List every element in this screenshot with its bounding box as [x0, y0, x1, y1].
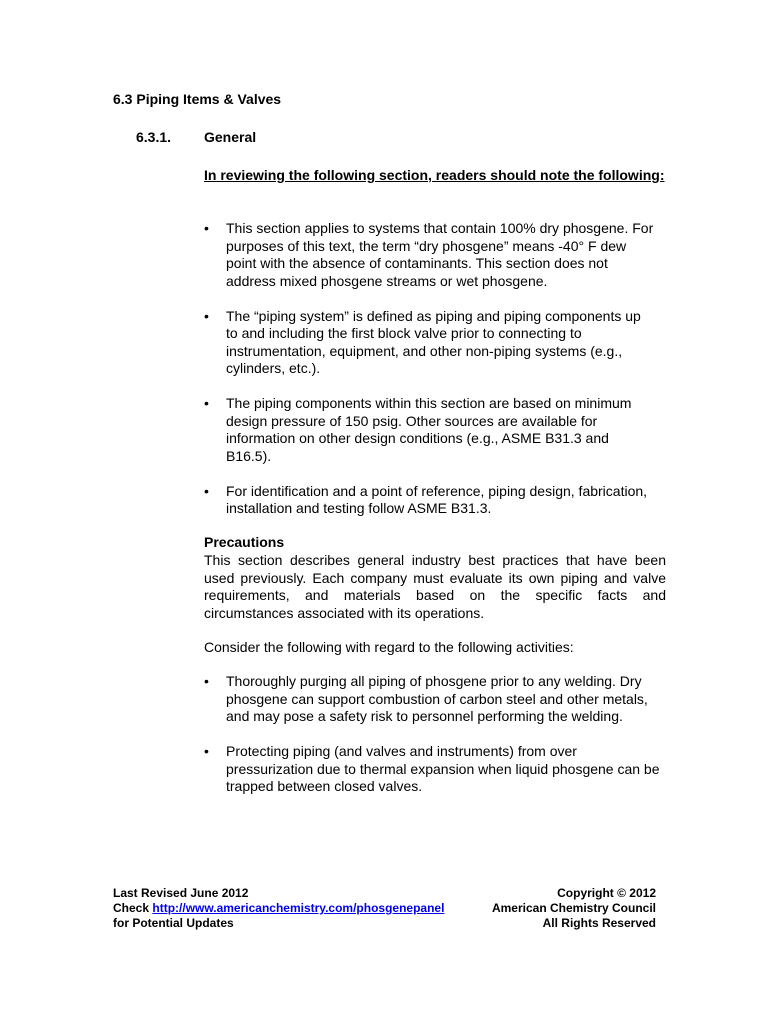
- precautions-paragraph: This section describes general industry best practices that have been used previously. Each company must evaluate its own piping and valve requirements, and materials based on the specific facts and circumstances associated with its operations.: [204, 552, 666, 621]
- footer-right: [460, 886, 656, 931]
- list-item: [204, 743, 666, 796]
- footer-check-line: [113, 901, 444, 916]
- list-item: [204, 395, 654, 465]
- bullet-icon: •: [204, 673, 209, 689]
- footer-organization: American Chemistry Council: [491, 901, 656, 915]
- list-item: [204, 220, 654, 290]
- list-item-text: For identification and a point of reference, piping design, fabrication, installation and testing follow ASME B31.3.: [226, 482, 648, 516]
- footer-rights: All Rights Reserved: [542, 916, 656, 930]
- list-item-text: Protecting piping (and valves and instruments) from over pressurization due to thermal expansion when liquid phosgene can be trapped between closed valves.: [226, 743, 660, 794]
- list-item-text: The “piping system” is defined as piping and piping components up to and including the first block valve prior to connecting to instrumentation, equipment, and other non-piping systems (e.g., cylinders, etc.).: [226, 307, 641, 376]
- subsection-number: 6.3.1.: [136, 129, 172, 145]
- list-item: [204, 673, 666, 726]
- list-item: [204, 308, 654, 378]
- bullet-icon: •: [204, 482, 209, 499]
- footer-updates: for Potential Updates: [113, 916, 234, 930]
- footer-copyright: Copyright © 2012: [557, 886, 656, 900]
- precautions-heading: Precautions: [204, 534, 285, 550]
- list-item-text: The piping components within this section are based on minimum design pressure of 150 psig. Other sources are available for information on other design conditions (e.g., ASME B31.3 and B16.5).: [226, 395, 632, 464]
- footer-left: [113, 886, 444, 931]
- consider-paragraph: Consider the following with regard to the following activities:: [204, 639, 574, 655]
- bullet-icon: •: [204, 220, 209, 236]
- bullet-icon: •: [204, 395, 209, 411]
- scope-bullet-list: [204, 220, 654, 535]
- list-item: [204, 483, 654, 518]
- footer-check-prefix: Check: [113, 901, 150, 915]
- footer-revised: Last Revised June 2012: [113, 886, 249, 900]
- intro-note: In reviewing the following section, readers should note the following:: [204, 167, 665, 183]
- bullet-icon: •: [204, 307, 209, 324]
- list-item-text: This section applies to systems that contain 100% dry phosgene. For purposes of this text, the term “dry phosgene” means -40° F dew point with the absence of contaminants. This section does not address mixed phosgene streams or wet phosgene.: [226, 220, 654, 289]
- subsection-title: General: [204, 129, 257, 145]
- list-item-text: Thoroughly purging all piping of phosgene prior to any welding. Dry phosgene can support combustion of carbon steel and other metals, and may pose a safety risk to personnel performing the welding.: [226, 673, 648, 724]
- section-heading: 6.3 Piping Items & Valves: [113, 91, 282, 107]
- activities-bullet-list: [204, 673, 666, 813]
- bullet-icon: •: [204, 743, 209, 759]
- phosgene-panel-link[interactable]: http://www.americanchemistry.com/phosgenepanel: [152, 901, 445, 915]
